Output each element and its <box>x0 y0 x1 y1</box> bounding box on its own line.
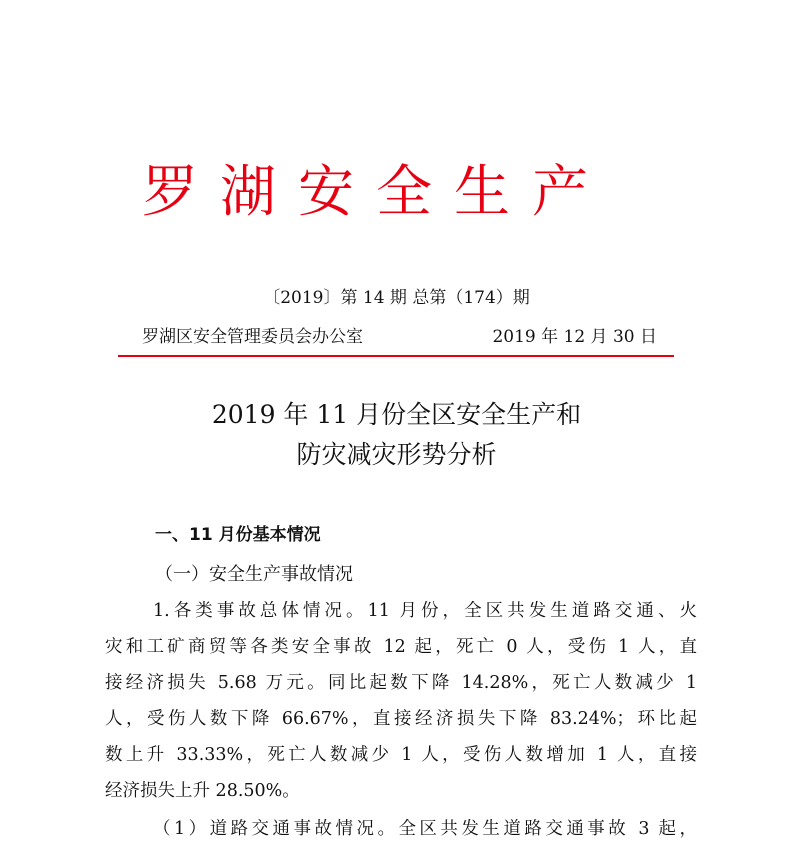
paragraph-line: 经济损失上升 28.50%。 <box>105 781 300 801</box>
paragraph-line: 灾和工矿商贸等各类安全事故 12 起，死亡 0 人，受伤 1 人，直 <box>105 637 697 657</box>
paragraph-road-traffic: （1）道路交通事故情况。全区共发生道路交通事故 3 起， <box>153 819 697 839</box>
issuing-office: 罗湖区安全管理委员会办公室 <box>142 327 363 347</box>
document-title <box>0 395 793 475</box>
paragraph-line: 1.各类事故总体情况。11 月份，全区共发生道路交通、火 <box>153 601 697 621</box>
issue-number: 〔2019〕第 14 期 总第（174）期 <box>263 288 530 308</box>
paragraph-line: 接经济损失 5.68 万元。同比起数下降 14.28%，死亡人数减少 1 <box>105 673 697 693</box>
document-title-line-1: 2019 年 11 月份全区安全生产和 <box>211 400 582 429</box>
masthead-title: 罗湖安全生产 <box>142 160 610 225</box>
paragraph-line: 人，受伤人数下降 66.67%，直接经济损失下降 83.24%；环比起 <box>105 709 697 729</box>
paragraph-overall-accidents <box>105 593 697 809</box>
paragraph-line: 数上升 33.33%，死亡人数减少 1 人，受伤人数增加 1 人，直接 <box>105 745 697 765</box>
section-heading: 一、11 月份基本情况 <box>155 525 321 545</box>
issue-date: 2019 年 12 月 30 日 <box>492 327 657 347</box>
red-divider <box>118 355 674 357</box>
subsection-heading: （一）安全生产事故情况 <box>155 564 353 585</box>
document-title-line-2: 防灾减灾形势分析 <box>296 440 497 469</box>
